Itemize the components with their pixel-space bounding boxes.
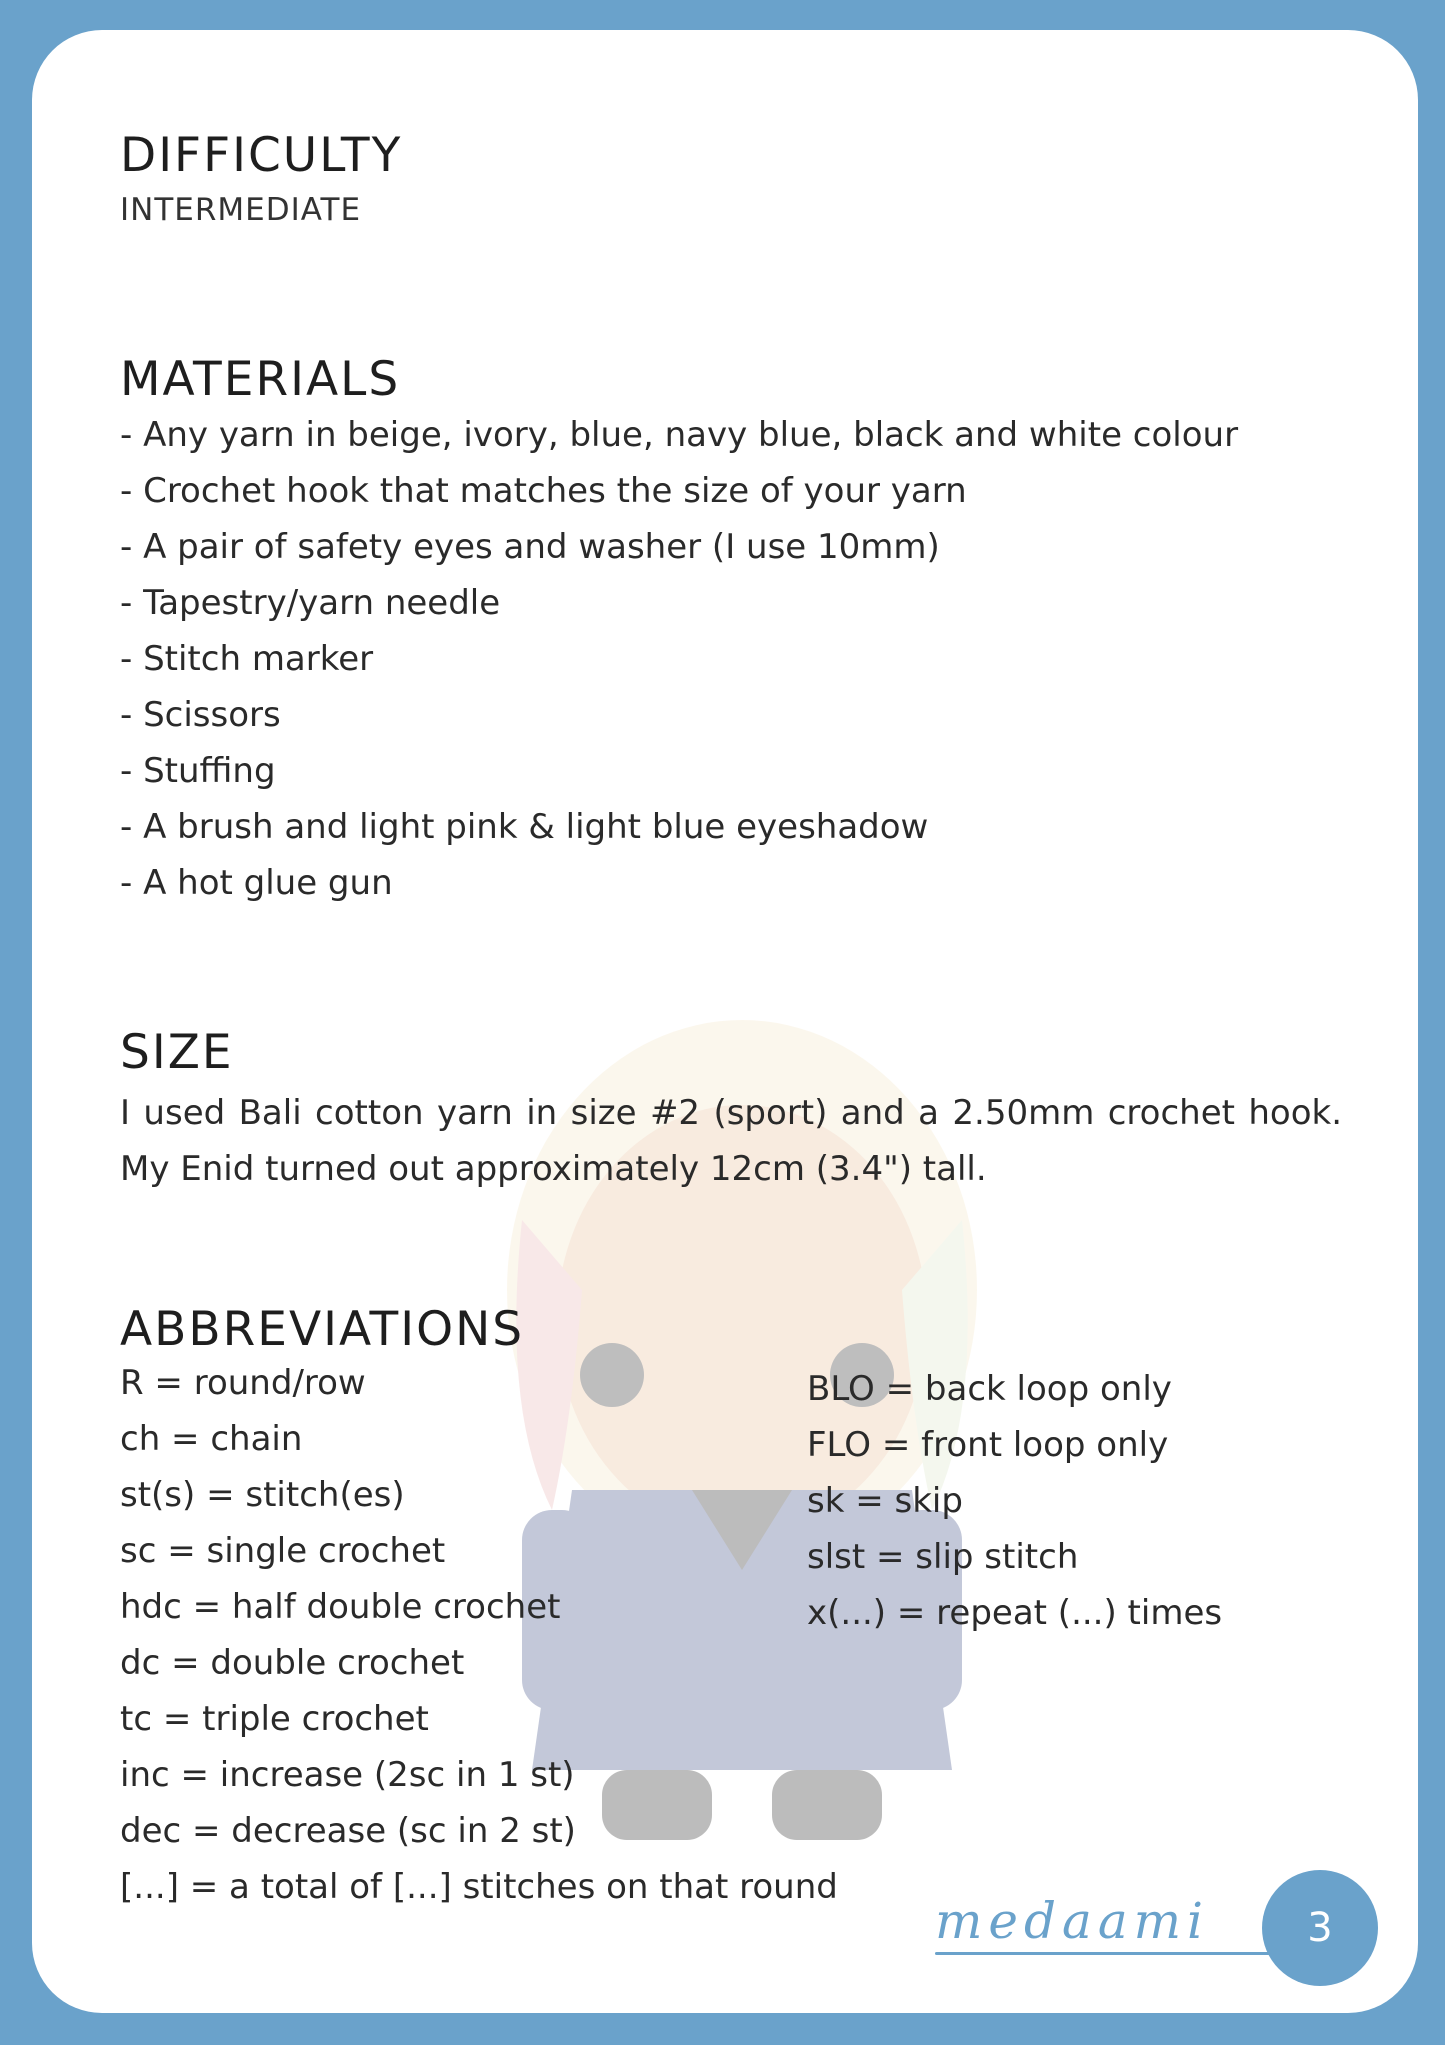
difficulty-value: INTERMEDIATE — [120, 192, 362, 228]
abbreviation-item: tc = triple crochet — [120, 1699, 429, 1739]
page-number: 3 — [1307, 1905, 1333, 1951]
size-heading: SIZE — [120, 1025, 234, 1080]
materials-item: - A pair of safety eyes and washer (I use 10mm) — [120, 527, 940, 567]
abbreviation-item: FLO = front loop only — [807, 1425, 1169, 1465]
materials-item: - Stitch marker — [120, 639, 374, 679]
abbreviation-item: st(s) = stitch(es) — [120, 1475, 405, 1515]
abbreviation-item: dc = double crochet — [120, 1643, 465, 1683]
page-number-badge — [1262, 1870, 1378, 1986]
abbreviation-item: sk = skip — [807, 1481, 963, 1521]
materials-heading: MATERIALS — [120, 352, 401, 407]
materials-item: - A brush and light pink & light blue eyeshadow — [120, 807, 929, 847]
abbreviation-item: inc = increase (2sc in 1 st) — [120, 1755, 575, 1795]
materials-item: - A hot glue gun — [120, 863, 393, 903]
abbreviation-item: BLO = back loop only — [807, 1369, 1172, 1409]
abbreviation-item: x(...) = repeat (...) times — [807, 1593, 1223, 1633]
page-card — [32, 30, 1418, 2013]
brand-logo: medaami — [935, 1892, 1210, 1950]
abbreviation-item: hdc = half double crochet — [120, 1587, 561, 1627]
abbreviation-item: dec = decrease (sc in 2 st) — [120, 1811, 576, 1851]
materials-item: - Stuffing — [120, 751, 276, 791]
brand-underline — [935, 1952, 1295, 1955]
difficulty-heading: DIFFICULTY — [120, 128, 403, 183]
abbreviation-item: ch = chain — [120, 1419, 303, 1459]
abbreviations-heading: ABBREVIATIONS — [120, 1302, 525, 1357]
materials-item: - Scissors — [120, 695, 281, 735]
abbreviation-item: R = round/row — [120, 1363, 366, 1403]
materials-item: - Any yarn in beige, ivory, blue, navy blue, black and white colour — [120, 415, 1239, 455]
abbreviation-item: sc = single crochet — [120, 1531, 446, 1571]
abbreviation-item: [...] = a total of [...] stitches on that round — [120, 1867, 838, 1907]
size-text: I used Bali cotton yarn in size #2 (sport) and a 2.50mm crochet hook. My Enid turned out approximately 12cm (3.4") tall. — [120, 1093, 1342, 1189]
materials-item: - Tapestry/yarn needle — [120, 583, 501, 623]
abbreviation-item: slst = slip stitch — [807, 1537, 1079, 1577]
materials-item: - Crochet hook that matches the size of your yarn — [120, 471, 967, 511]
